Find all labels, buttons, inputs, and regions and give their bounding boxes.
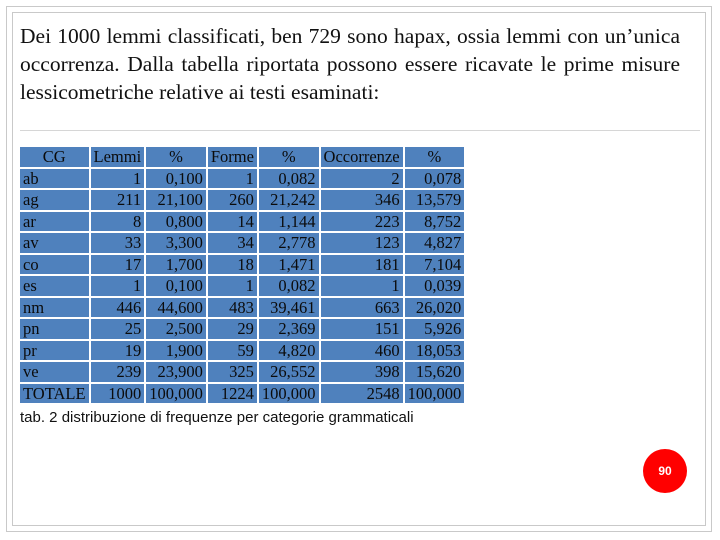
cell-forme-percent: 2,369 (259, 319, 319, 339)
cell-forme-percent: 4,820 (259, 341, 319, 361)
header-lemmi-percent: % (146, 147, 206, 167)
header-lemmi: Lemmi (91, 147, 145, 167)
header-occorrenze-percent: % (405, 147, 465, 167)
intro-paragraph: Dei 1000 lemmi classificati, ben 729 sono hapax, ossia lemmi con un’unica occorrenza. Dalla tabella riportata possono essere ricavate le prime misure lessicometriche relative ai testi esaminati: (20, 24, 680, 104)
cell-forme-percent: 21,242 (259, 190, 319, 210)
cell-forme: 29 (208, 319, 257, 339)
cell-cg: co (20, 255, 89, 275)
table-row (20, 169, 464, 189)
cell-occorrenze: 181 (321, 255, 403, 275)
table-header-row (20, 147, 464, 167)
cell-occorrenze: 398 (321, 362, 403, 382)
cell-occorrenze: 460 (321, 341, 403, 361)
table-total-row (20, 384, 464, 404)
table-row (20, 190, 464, 210)
cell-lemmi-percent: 100,000 (146, 384, 206, 404)
cell-occorrenze-percent: 26,020 (405, 298, 465, 318)
cell-occorrenze: 2548 (321, 384, 403, 404)
cell-occorrenze: 2 (321, 169, 403, 189)
table-row (20, 276, 464, 296)
cell-forme: 1 (208, 276, 257, 296)
cell-lemmi-percent: 21,100 (146, 190, 206, 210)
frequency-table (18, 145, 466, 405)
cell-forme: 59 (208, 341, 257, 361)
cell-lemmi-percent: 1,700 (146, 255, 206, 275)
header-forme-percent: % (259, 147, 319, 167)
cell-forme-percent: 26,552 (259, 362, 319, 382)
cell-lemmi: 446 (91, 298, 145, 318)
cell-occorrenze: 151 (321, 319, 403, 339)
cell-forme-percent: 100,000 (259, 384, 319, 404)
cell-occorrenze: 123 (321, 233, 403, 253)
cell-forme: 325 (208, 362, 257, 382)
cell-lemmi-percent: 23,900 (146, 362, 206, 382)
table-row (20, 319, 464, 339)
cell-lemmi: 33 (91, 233, 145, 253)
cell-cg: pr (20, 341, 89, 361)
table-row (20, 298, 464, 318)
cell-lemmi: 1000 (91, 384, 145, 404)
cell-forme: 483 (208, 298, 257, 318)
table-caption: tab. 2 distribuzione di frequenze per categorie grammaticali (20, 409, 414, 426)
header-occorrenze: Occorrenze (321, 147, 403, 167)
cell-cg: ar (20, 212, 89, 232)
cell-lemmi: 17 (91, 255, 145, 275)
cell-cg: av (20, 233, 89, 253)
cell-cg: es (20, 276, 89, 296)
cell-occorrenze-percent: 15,620 (405, 362, 465, 382)
cell-forme: 1224 (208, 384, 257, 404)
cell-occorrenze-percent: 100,000 (405, 384, 465, 404)
cell-occorrenze-percent: 5,926 (405, 319, 465, 339)
cell-cg: pn (20, 319, 89, 339)
cell-cg: ag (20, 190, 89, 210)
cell-occorrenze-percent: 4,827 (405, 233, 465, 253)
cell-forme: 34 (208, 233, 257, 253)
table-row (20, 233, 464, 253)
cell-lemmi: 211 (91, 190, 145, 210)
cell-lemmi-percent: 0,100 (146, 169, 206, 189)
cell-cg: ve (20, 362, 89, 382)
cell-lemmi-percent: 0,800 (146, 212, 206, 232)
table-row (20, 212, 464, 232)
page-number-badge: 90 (643, 449, 687, 493)
cell-lemmi-percent: 0,100 (146, 276, 206, 296)
cell-lemmi-percent: 1,900 (146, 341, 206, 361)
cell-forme: 14 (208, 212, 257, 232)
cell-forme-percent: 1,144 (259, 212, 319, 232)
cell-forme-percent: 2,778 (259, 233, 319, 253)
header-forme: Forme (208, 147, 257, 167)
table-body (20, 169, 464, 404)
cell-cg: ab (20, 169, 89, 189)
table-row (20, 255, 464, 275)
cell-occorrenze-percent: 18,053 (405, 341, 465, 361)
cell-lemmi: 239 (91, 362, 145, 382)
cell-lemmi: 1 (91, 169, 145, 189)
cell-forme-percent: 0,082 (259, 169, 319, 189)
cell-forme-percent: 1,471 (259, 255, 319, 275)
cell-forme: 260 (208, 190, 257, 210)
cell-cg: TOTALE (20, 384, 89, 404)
cell-cg: nm (20, 298, 89, 318)
cell-forme-percent: 0,082 (259, 276, 319, 296)
cell-forme: 1 (208, 169, 257, 189)
cell-occorrenze: 223 (321, 212, 403, 232)
cell-lemmi: 25 (91, 319, 145, 339)
table-row (20, 341, 464, 361)
cell-lemmi-percent: 44,600 (146, 298, 206, 318)
table-row (20, 362, 464, 382)
cell-lemmi: 8 (91, 212, 145, 232)
cell-occorrenze-percent: 7,104 (405, 255, 465, 275)
cell-lemmi-percent: 3,300 (146, 233, 206, 253)
cell-lemmi: 1 (91, 276, 145, 296)
cell-occorrenze-percent: 13,579 (405, 190, 465, 210)
cell-occorrenze-percent: 0,078 (405, 169, 465, 189)
cell-occorrenze-percent: 8,752 (405, 212, 465, 232)
cell-forme-percent: 39,461 (259, 298, 319, 318)
cell-occorrenze: 346 (321, 190, 403, 210)
divider-line (20, 130, 700, 131)
cell-lemmi: 19 (91, 341, 145, 361)
cell-occorrenze: 663 (321, 298, 403, 318)
cell-occorrenze: 1 (321, 276, 403, 296)
header-cg: CG (20, 147, 89, 167)
cell-occorrenze-percent: 0,039 (405, 276, 465, 296)
cell-forme: 18 (208, 255, 257, 275)
cell-lemmi-percent: 2,500 (146, 319, 206, 339)
